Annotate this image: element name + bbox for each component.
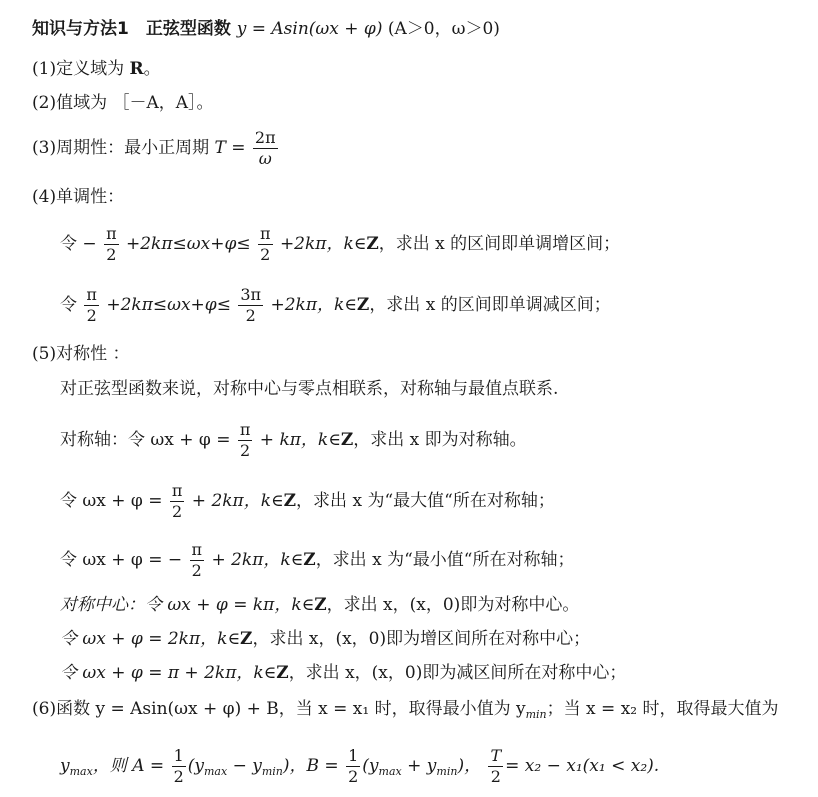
item-extrema: [32, 698, 779, 726]
inc-frac2: [258, 224, 273, 265]
inccenter-Z: Z: [240, 629, 253, 649]
deccenter-b: ，求出 x，(x，0)即为减区间所在对称中心；: [288, 663, 627, 683]
max-fd: 2: [172, 502, 183, 521]
item-monotonic: [32, 186, 124, 208]
max-fn: π: [171, 481, 183, 500]
center-b: ，求出 x，(x，0)即为对称中心。: [326, 595, 580, 615]
period-T: T =: [214, 138, 246, 158]
title-formula: y = Asin(ωx + φ): [236, 19, 383, 39]
extrema-line1: (6)函数 y = Asin(ωx + φ) + B，当 x = x₁ 时，取得最小值为 y: [32, 699, 526, 719]
dec-Z: Z: [356, 295, 370, 315]
period-den: ω: [258, 149, 272, 168]
f-b-sub1: max: [204, 765, 228, 778]
A-frac: [172, 746, 186, 787]
max-b: + 2kπ，k∈: [191, 491, 284, 511]
section-title: [32, 18, 500, 40]
dec-f2d: 2: [245, 306, 256, 325]
dec-frac1: [84, 285, 99, 326]
dec-f1d: 2: [86, 306, 97, 325]
inc-a: 令 −: [60, 234, 97, 254]
period-label: (3)周期性：最小正周期: [32, 138, 215, 158]
deccenter-Z: Z: [276, 663, 289, 683]
T-frac: [488, 746, 503, 787]
dec-d: ，求出 x 的区间即单调减区间；: [369, 295, 611, 315]
inc-b: +2kπ≤ωx+φ≤: [125, 234, 251, 254]
f-c3: )，: [457, 756, 482, 776]
B-num: 1: [348, 746, 359, 765]
inc-Z: Z: [366, 234, 379, 254]
f-c-sub2: min: [436, 765, 458, 778]
deccenter-a: 令 ωx + φ = π + 2kπ，k∈: [60, 663, 277, 683]
monotonic-label: (4)单调性：: [32, 187, 125, 207]
symmetry-inc-center: [60, 628, 590, 650]
dec-f1n: π: [86, 285, 97, 304]
domain-label: (1)定义域为: [32, 59, 130, 79]
min-c: ，求出 x 为“最小值“所在对称轴；: [315, 550, 575, 570]
dec-a: 令: [60, 295, 77, 315]
min-frac: [190, 540, 205, 581]
axis-frac: [238, 420, 253, 461]
axis-c: ，求出 x 即为对称轴。: [353, 430, 527, 450]
dec-b: +2kπ≤ωx+φ≤: [106, 295, 231, 315]
item-period: [32, 128, 280, 169]
f-c2: + y: [401, 756, 437, 776]
axis-Z: Z: [340, 430, 354, 450]
min-fd: 2: [191, 561, 202, 580]
min-a: 令 ωx + φ = −: [60, 550, 183, 570]
f-b2: − y: [227, 756, 262, 776]
domain-end: 。: [143, 59, 161, 79]
domain-value: R: [129, 59, 144, 79]
ymax-sub: max: [69, 765, 93, 778]
A-num: 1: [173, 746, 184, 765]
dec-f2n: 3π: [240, 285, 262, 304]
extrema-min-sub: min: [525, 708, 547, 721]
symmetry-min-axis: [60, 540, 574, 581]
inc-frac1: [104, 224, 119, 265]
min-b: + 2kπ，k∈: [211, 550, 304, 570]
f-c-sub1: max: [378, 765, 402, 778]
extrema-formulas: [60, 746, 659, 787]
inc-f1d: 2: [106, 245, 117, 264]
symmetry-intro-text: 对正弦型函数来说，对称中心与零点相联系，对称轴与最值点联系.: [60, 379, 559, 399]
title-condition: (A＞0，ω＞0): [387, 19, 500, 39]
f-a: ，则 A =: [92, 756, 165, 776]
symmetry-axis: [60, 420, 527, 461]
center-Z: Z: [314, 595, 327, 615]
extrema-mid: ；当 x = x₂ 时，取得最大值为: [546, 699, 779, 719]
period-num: 2π: [254, 128, 276, 147]
period-fraction: [253, 128, 278, 169]
decreasing-condition: [60, 285, 611, 326]
dec-frac2: [238, 285, 263, 326]
center-a: 对称中心：令 ωx + φ = kπ，k∈: [60, 595, 315, 615]
inccenter-a: 令 ωx + φ = 2kπ，k∈: [60, 629, 241, 649]
min-fn: π: [191, 540, 203, 559]
max-a: 令 ωx + φ =: [60, 491, 168, 511]
increasing-condition: [60, 224, 620, 265]
title-prefix: 知识与方法1 正弦型函数: [32, 19, 237, 39]
item-domain: [32, 58, 161, 80]
f-d: = x₂ − x₁(x₁ < x₂).: [505, 756, 660, 776]
f-b-sub2: min: [261, 765, 283, 778]
axis-a: 对称轴：令 ωx + φ =: [60, 430, 236, 450]
max-Z: Z: [283, 491, 297, 511]
T-num: T: [490, 746, 502, 765]
inc-c: +2kπ，k∈: [279, 234, 367, 254]
item-symmetry: [32, 343, 129, 365]
inc-f1n: π: [106, 224, 117, 243]
B-den: 2: [348, 767, 359, 786]
f-c: (y: [362, 756, 379, 776]
min-Z: Z: [303, 550, 316, 570]
f-b: (y: [187, 756, 204, 776]
f-b3: )，B =: [282, 756, 339, 776]
axis-b: + kπ，k∈: [259, 430, 341, 450]
inc-f2d: 2: [260, 245, 271, 264]
symmetry-intro: [60, 378, 558, 400]
symmetry-max-axis: [60, 481, 555, 522]
dec-c: +2kπ，k∈: [270, 295, 357, 315]
max-c: ，求出 x 为“最大值“所在对称轴；: [296, 491, 555, 511]
symmetry-dec-center: [60, 662, 626, 684]
item-range: [32, 92, 214, 114]
inc-d: ，求出 x 的区间即单调增区间；: [378, 234, 621, 254]
axis-fn: π: [239, 420, 251, 439]
symmetry-center: [60, 594, 579, 616]
inc-f2n: π: [260, 224, 271, 243]
axis-fd: 2: [240, 441, 251, 460]
range-text: (2)值域为 ［－A，A］。: [32, 93, 214, 113]
symmetry-label: (5)对称性 ：: [32, 344, 130, 364]
max-frac: [170, 481, 185, 522]
inccenter-b: ，求出 x，(x，0)即为增区间所在对称中心；: [252, 629, 591, 649]
A-den: 2: [173, 767, 184, 786]
ymax: y: [60, 756, 70, 776]
T-den: 2: [490, 767, 501, 786]
B-frac: [346, 746, 360, 787]
